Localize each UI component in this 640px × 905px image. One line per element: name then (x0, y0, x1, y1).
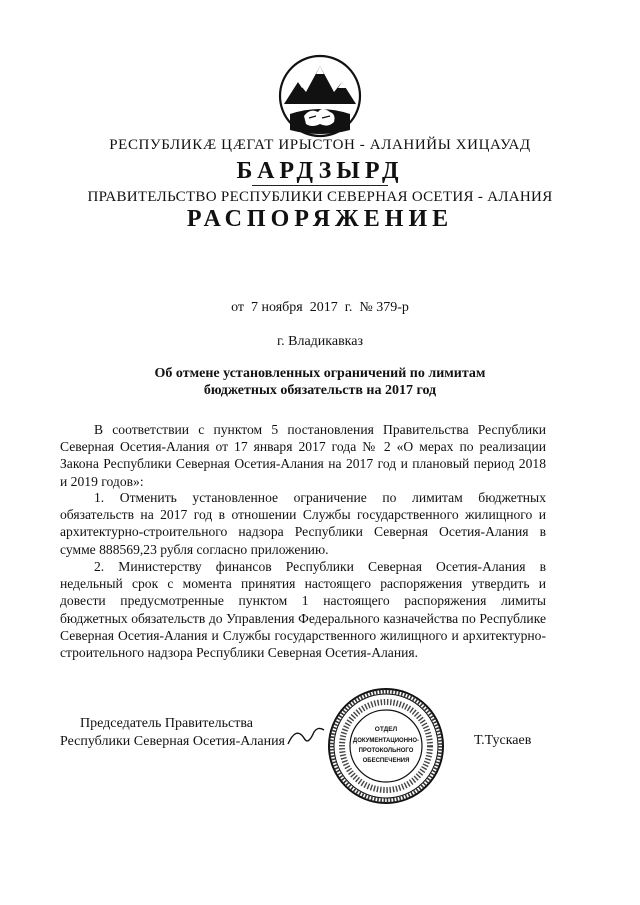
header-rasporyazhenie: РАСПОРЯЖЕНИЕ (186, 206, 454, 232)
signatory-name: Т.Тускаев (474, 733, 532, 748)
document-title (0, 365, 640, 399)
body-paragraph-preamble-text: В соответствии с пунктом 5 постановления Правительства Республики Северная Осетия-Алания от 17 января 2017 года № 2 «О мерах по реализации Закона Республики Северная Осетия-Алания на 2017 год и плановый период 2018 и 2019 годов»: (60, 422, 546, 489)
handwritten-signature (286, 722, 326, 750)
seal-line-4: ОБЕСПЕЧЕНИЯ (362, 758, 410, 764)
signatory-title (60, 715, 320, 751)
body-paragraph-item-1 (60, 489, 546, 558)
document-date-number: от 7 ноября 2017 г. № 379-р (231, 300, 409, 315)
signatory-title-line2: Республики Северная Осетия-Алания (60, 734, 285, 749)
document-title-line1: Об отмене установленных ограничений по лимитам (154, 366, 486, 381)
seal-line-1: ОТДЕЛ (374, 726, 398, 733)
header-republic-ossetian: РЕСПУБЛИКӔ ЦӔГАТ ИРЫСТОН - АЛАНИЙЫ ХИЦАУАД (109, 137, 531, 153)
seal-line-3: ПРОТОКОЛЬНОГО (358, 748, 414, 754)
document-city: г. Владикавказ (276, 334, 364, 349)
header-divider (252, 185, 388, 186)
document-title-line2: бюджетных обязательств на 2017 год (203, 383, 437, 398)
header-bardzyrd: БАРДЗЫРД (236, 158, 404, 184)
coat-of-arms-emblem (276, 52, 364, 148)
body-paragraph-item-2-text: 2. Министерству финансов Республики Северная Осетия-Алания в недельный срок с момента принятия настоящего распоряжения утвердить и довести предусмотренные пунктом 1 настоящего распоряжения лимиты бюджетных обязательств до Управления Федерального казначейства по Республике Северная Осетия-Алания и Службы государственного жилищного и архитектурно-строительного надзора Республики Северная Осетия-Алания. (60, 559, 546, 661)
signatory-title-line1: Председатель Правительства (80, 716, 253, 731)
header-government: ПРАВИТЕЛЬСТВО РЕСПУБЛИКИ СЕВЕРНАЯ ОСЕТИЯ - АЛАНИЯ (87, 189, 553, 205)
body-paragraph-item-2 (60, 558, 546, 661)
official-round-seal (326, 686, 446, 806)
body-paragraph-preamble (60, 421, 546, 490)
seal-line-2: ДОКУМЕНТАЦИОННО- (352, 738, 420, 744)
body-paragraph-item-1-text: 1. Отменить установленное ограничение по лимитам бюджетных обязательств на 2017 год в отношении Службы государственного жилищного и архитектурно-строительного надзора Республики Северная Осетия-Алания в сумме 888569,23 рубля согласно приложению. (60, 490, 546, 557)
